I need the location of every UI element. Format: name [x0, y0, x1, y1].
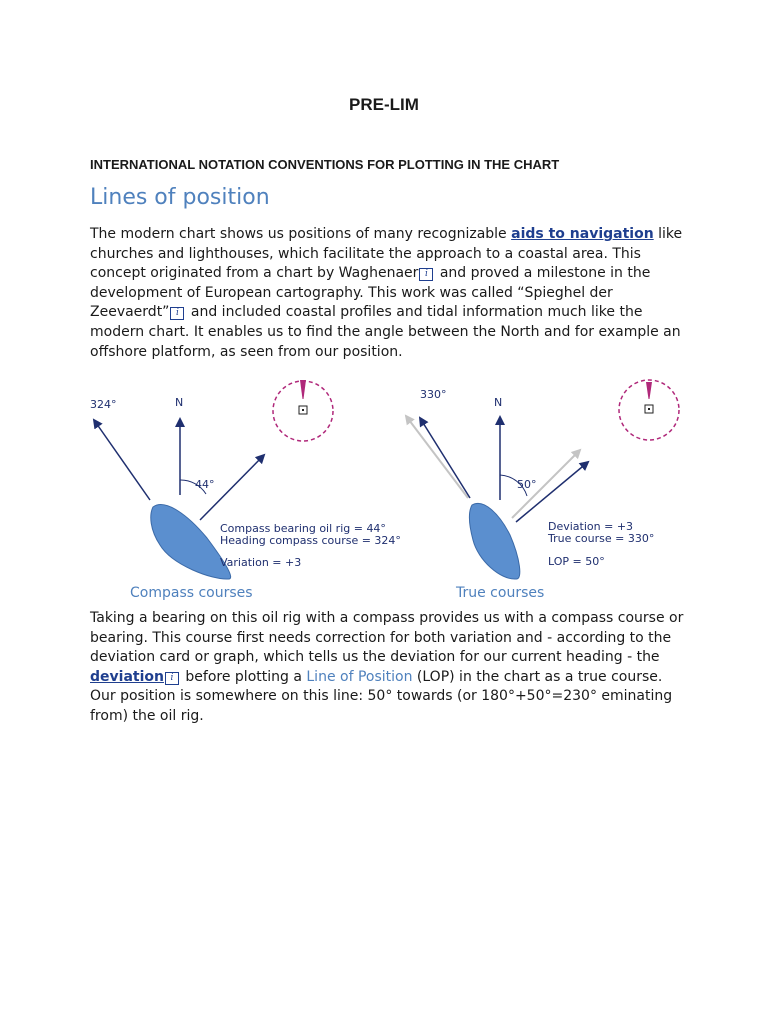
compass-courses-figure: [90, 380, 401, 601]
page-title: PRE-LIM: [349, 95, 419, 114]
bearing-paragraph: [90, 609, 690, 727]
deviation-link[interactable]: deviation: [90, 668, 164, 685]
angle-label: 50°: [517, 478, 537, 491]
lop-note: LOP = 50°: [548, 555, 605, 568]
intro-text-3: and proved a milestone in the development of European cartography. This work was called “Spieghel der Zeevaerdt”: [90, 265, 651, 321]
true-heading-arrow: [420, 418, 470, 498]
info-icon[interactable]: i: [170, 307, 184, 320]
true-bearing-label: 330°: [420, 388, 447, 401]
compass-heading-arrow-gray: [406, 416, 468, 498]
line-of-position-term: Line of Position: [306, 668, 413, 685]
bearing-text-3: (LOP) in the chart as a true course.: [412, 668, 663, 685]
bearing-text-2: before plotting a: [180, 668, 307, 685]
compass-rose-icon: [619, 380, 679, 440]
compass-rose-icon: [273, 380, 333, 441]
heading-arrow: [94, 420, 150, 500]
intro-paragraph: [90, 225, 690, 362]
true-courses-caption: True courses: [456, 585, 545, 601]
angle-label: 44°: [195, 478, 215, 491]
deviation-note: Deviation = +3: [548, 520, 634, 533]
true-bearing-arrow: [516, 462, 588, 522]
aids-to-navigation-link[interactable]: aids to navigation: [511, 226, 654, 242]
boat-shape: [151, 505, 231, 579]
compass-courses-caption: Compass courses: [130, 585, 253, 601]
compass-bearing-note: Compass bearing oil rig = 44°: [220, 522, 386, 535]
intro-text-2: like churches and lighthouses, which facilitate the approach to a coastal area. This concept originated from a chart by Waghenaer: [90, 226, 683, 282]
bearing-text-1: Taking a bearing on this oil rig with a compass provides us with a compass course or bearing. This course first needs correction for both variation and - according to the deviation card or graph, which tells us the deviation for our current heading - the: [90, 610, 684, 666]
intro-text-4: and included coastal profiles and tidal information much like the modern chart. It enables us to find the angle between the North and for example an offshore platform, as seen from our position.: [90, 304, 681, 360]
heading-compass-note: Heading compass course = 324°: [220, 534, 401, 547]
true-courses-figure: [406, 380, 679, 601]
courses-diagram: [0, 370, 768, 605]
info-icon[interactable]: i: [419, 268, 433, 281]
section-heading: Lines of position: [90, 185, 270, 210]
position-sentence: Our position is somewhere on this line: 50° towards (or 180°+50°=230° eminating from) the oil rig.: [90, 688, 673, 724]
north-label: N: [175, 396, 184, 409]
variation-note: Variation = +3: [220, 556, 302, 569]
info-icon[interactable]: i: [165, 672, 179, 685]
north-label: N: [494, 396, 503, 409]
heading-bearing-label: 324°: [90, 398, 117, 411]
boat-shape: [469, 503, 519, 579]
section-subtitle: INTERNATIONAL NOTATION CONVENTIONS FOR PLOTTING IN THE CHART: [90, 157, 560, 172]
intro-text-1: The modern chart shows us positions of many recognizable: [90, 226, 512, 242]
true-course-note: True course = 330°: [548, 532, 655, 545]
